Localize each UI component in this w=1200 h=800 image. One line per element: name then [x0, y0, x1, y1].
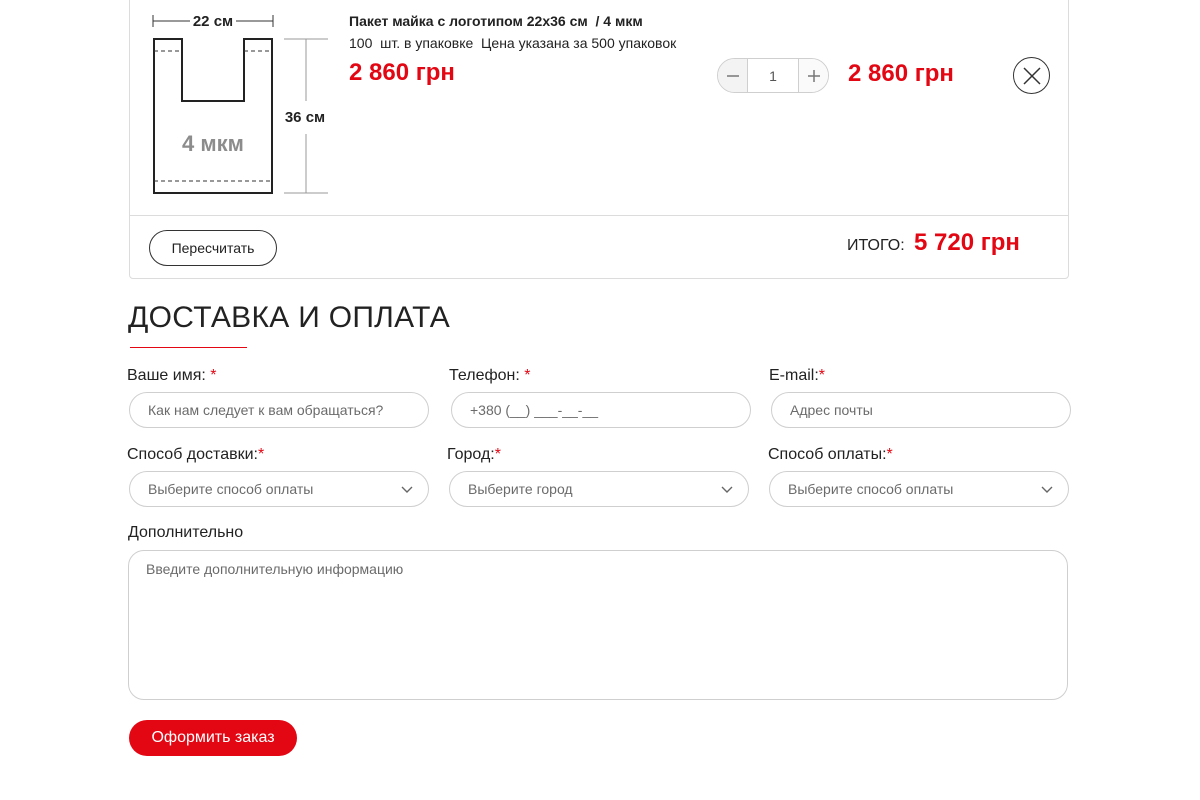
- extra-info-textarea[interactable]: [128, 550, 1068, 700]
- name-input[interactable]: [129, 392, 429, 428]
- product-price: 2 860 грн: [349, 59, 455, 86]
- delivery-method-value: Выберите способ оплаты: [148, 481, 314, 497]
- name-label: Ваше имя: *: [127, 367, 217, 384]
- required-mark: *: [524, 367, 531, 384]
- city-label: Город:*: [447, 446, 501, 463]
- email-label: E-mail:*: [769, 367, 826, 384]
- city-select[interactable]: [449, 471, 749, 507]
- cart-box: [129, 0, 1069, 279]
- quantity-input[interactable]: [748, 59, 798, 92]
- remove-item-button[interactable]: [1013, 57, 1050, 94]
- total-value: 5 720 грн: [914, 229, 1020, 256]
- delivery-method-select[interactable]: [129, 471, 429, 507]
- email-input[interactable]: [771, 392, 1071, 428]
- quantity-decrease-button[interactable]: [718, 59, 748, 92]
- line-total: 2 860 грн: [848, 60, 954, 87]
- required-mark: *: [257, 446, 265, 463]
- chevron-down-icon: [720, 483, 734, 497]
- extra-label: Дополнительно: [128, 524, 244, 541]
- required-mark: *: [886, 446, 893, 463]
- quantity-stepper: [717, 58, 829, 93]
- image-height-label: 36 см: [284, 109, 326, 126]
- delivery-method-label: Способ доставки:*: [127, 446, 265, 463]
- product-image: [148, 9, 333, 209]
- chevron-down-icon: [400, 483, 414, 497]
- image-width-label: 22 см: [192, 13, 234, 30]
- section-title: ДОСТАВКА И ОПЛАТА: [128, 301, 451, 334]
- minus-icon: [726, 69, 740, 83]
- required-mark: *: [494, 446, 501, 463]
- submit-order-button[interactable]: Оформить заказ: [129, 720, 297, 756]
- required-mark: *: [818, 367, 826, 384]
- close-icon: [1022, 66, 1042, 86]
- city-value: Выберите город: [468, 481, 573, 497]
- phone-input[interactable]: [451, 392, 751, 428]
- total-label: ИТОГО:: [847, 237, 905, 254]
- quantity-increase-button[interactable]: [798, 59, 828, 92]
- image-thickness-label: 4 мкм: [182, 131, 244, 156]
- title-underline: [130, 347, 247, 348]
- plus-icon: [807, 69, 821, 83]
- cart-item-row: [130, 0, 1068, 216]
- required-mark: *: [210, 367, 217, 384]
- payment-method-value: Выберите способ оплаты: [788, 481, 954, 497]
- chevron-down-icon: [1040, 483, 1054, 497]
- recalculate-button[interactable]: Пересчитать: [149, 230, 277, 266]
- product-title[interactable]: Пакет майка с логотипом 22х36 см / 4 мкм: [349, 13, 643, 29]
- phone-label: Телефон: *: [449, 367, 531, 384]
- product-subtitle: 100 шт. в упаковке Цена указана за 500 упаковок: [349, 35, 677, 51]
- payment-method-label: Способ оплаты:*: [768, 446, 893, 463]
- payment-method-select[interactable]: [769, 471, 1069, 507]
